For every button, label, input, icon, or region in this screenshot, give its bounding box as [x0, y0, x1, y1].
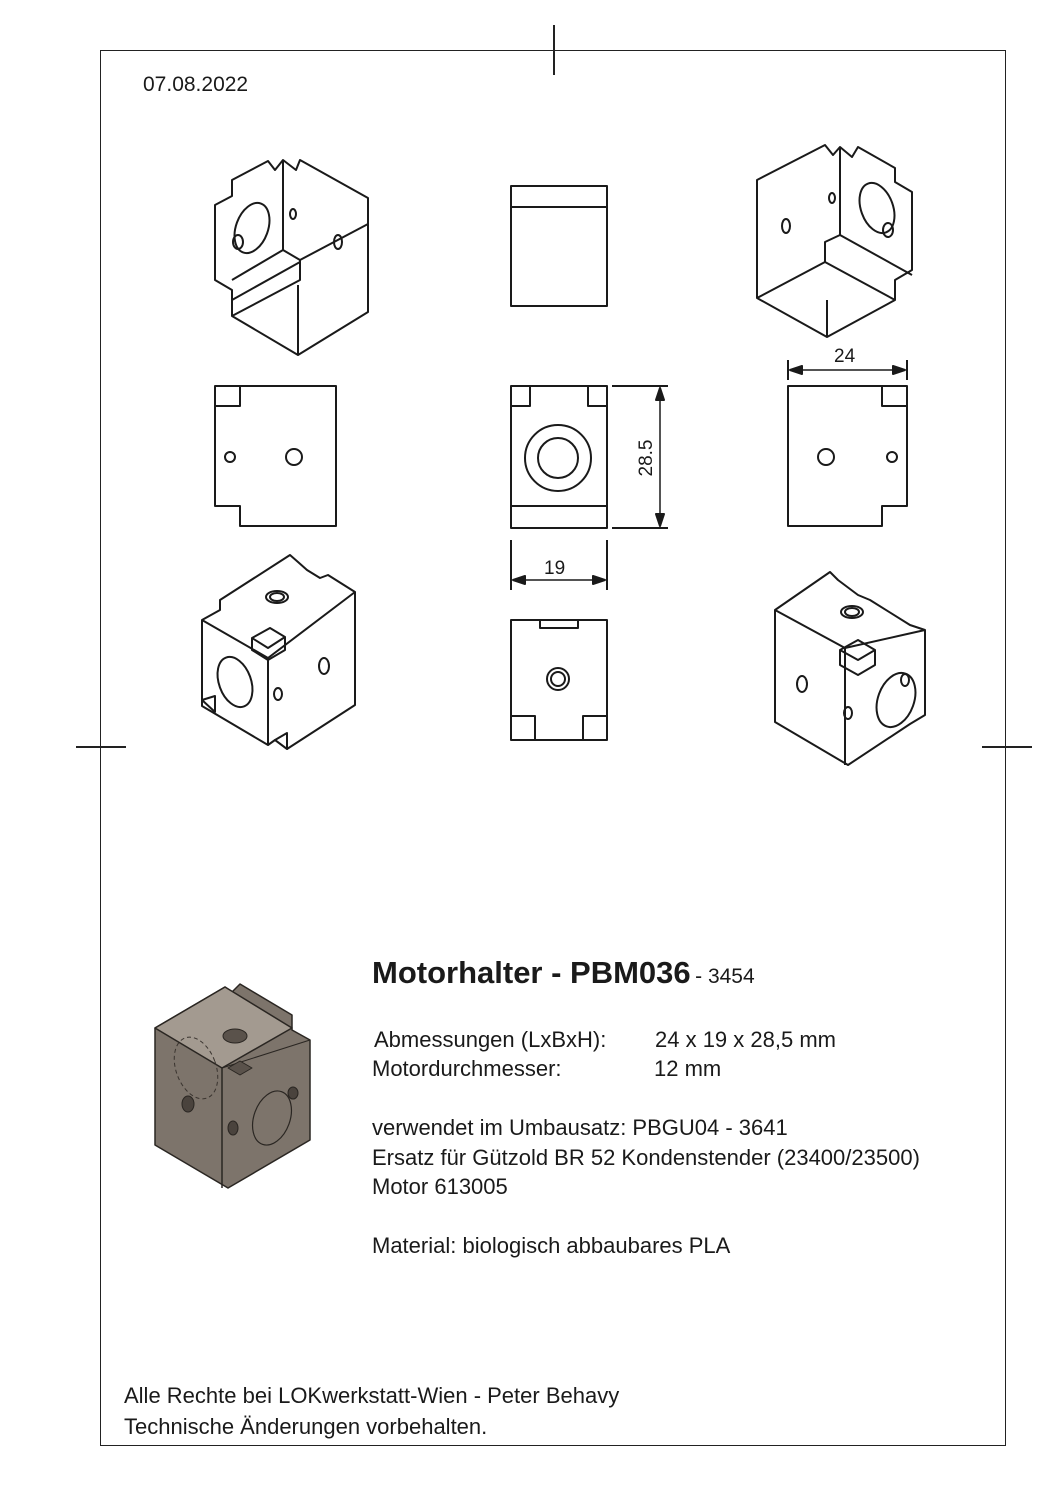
top-view [511, 186, 607, 306]
footer-notice: Technische Änderungen vorbehalten. [124, 1414, 488, 1439]
isometric-view-bottom-left [202, 555, 355, 749]
isometric-view-top-right [757, 145, 912, 337]
front-view [511, 386, 607, 528]
part-name: Motorhalter - PBM036 [372, 955, 691, 990]
spec-material: Material: biologisch abbaubares PLA [372, 1233, 731, 1258]
spec-motor-value: 12 mm [654, 1056, 722, 1081]
dimension-height-label: 28.5 [636, 439, 657, 477]
bottom-view [511, 620, 607, 740]
spec-dimensions-value: 24 x 19 x 28,5 mm [655, 1027, 836, 1052]
dimension-length-label: 24 [834, 346, 856, 367]
spec-dimensions-label: Abmessungen (LxBxH): [374, 1027, 607, 1052]
side-view-right [788, 386, 907, 526]
spec-motor-label: Motordurchmesser: [372, 1056, 562, 1081]
side-view-left [215, 386, 336, 526]
footer-rights: Alle Rechte bei LOKwerkstatt-Wien - Peter Behavy [124, 1383, 620, 1408]
part-code: - 3454 [695, 965, 755, 988]
drawing-date: 07.08.2022 [143, 73, 249, 96]
part-title [372, 955, 755, 991]
spec-used-in: verwendet im Umbausatz: PBGU04 - 3641 [372, 1115, 788, 1140]
render-3d [155, 984, 310, 1188]
footer [124, 1380, 619, 1442]
dimension-width-label: 19 [544, 558, 566, 579]
isometric-view-top-left [215, 160, 368, 355]
spec-replacement: Ersatz für Gützold BR 52 Kondenstender (23400/23500) [372, 1145, 920, 1170]
spec-motor-number: Motor 613005 [372, 1174, 508, 1199]
isometric-view-bottom-right [775, 572, 925, 765]
